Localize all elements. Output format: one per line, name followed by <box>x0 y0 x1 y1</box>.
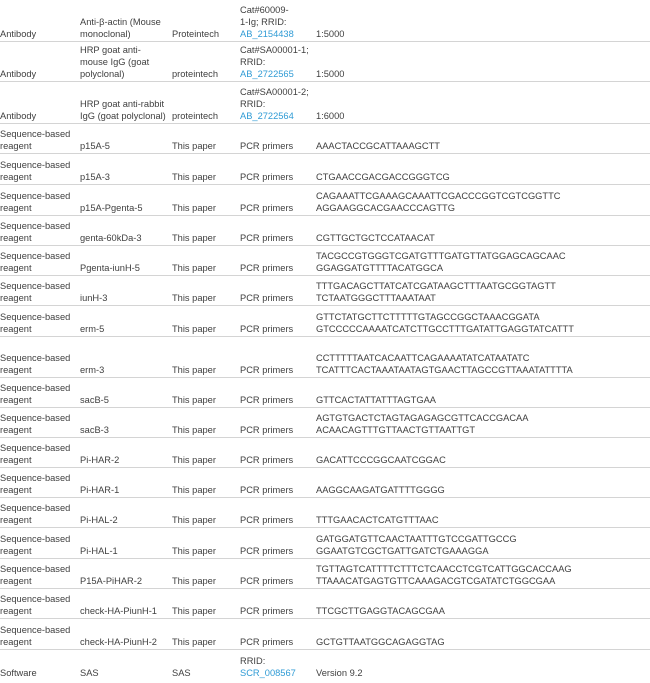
additional-information-cell <box>316 394 650 406</box>
identifiers-text: PCR primers <box>240 203 294 213</box>
source-text: This paper <box>172 203 216 213</box>
designation-cell <box>80 394 170 406</box>
identifiers-cell <box>240 323 314 335</box>
source-text: This paper <box>172 455 216 465</box>
reagent-type-cell <box>0 412 79 436</box>
additional-information-text: TGTTAGTCATTTTCTTTCTCAACCTCGTCATTGGCACCAAG TTAAACATGAGTGTTCAAAGACGTCGATATCTGGCGAA <box>316 564 572 586</box>
identifiers-text: PCR primers <box>240 515 294 525</box>
designation-cell <box>80 262 170 274</box>
table-row <box>0 650 650 683</box>
source-cell <box>172 636 238 648</box>
designation-cell <box>80 484 170 496</box>
source-text: proteintech <box>172 69 218 79</box>
source-cell <box>172 262 238 274</box>
identifiers-text: PCR primers <box>240 233 294 243</box>
source-text: This paper <box>172 293 216 303</box>
identifiers-text: PCR primers <box>240 546 294 556</box>
table-row <box>0 619 650 650</box>
identifiers-cell <box>240 636 314 648</box>
identifiers-cell <box>240 454 314 466</box>
designation-cell <box>80 424 170 436</box>
table-row <box>0 528 650 559</box>
rrid-link[interactable]: SCR_008567 <box>240 668 296 678</box>
identifiers-cell <box>240 140 314 152</box>
designation-text: Pi-HAL-1 <box>80 546 118 556</box>
additional-information-cell <box>316 352 650 376</box>
reagent-type-text: Sequence-based reagent <box>0 353 71 375</box>
identifiers-cell <box>240 292 314 304</box>
additional-information-cell <box>316 171 650 183</box>
additional-information-text: GATGGATGTTCAACTAATTTGTCCGATTGCCG GGAATGTCGCTGATTGATCTGAAAGGA <box>316 534 517 556</box>
identifiers-cell <box>240 545 314 557</box>
source-cell <box>172 454 238 466</box>
identifiers-cell <box>240 262 314 274</box>
reagent-type-text: Sequence-based reagent <box>0 312 71 334</box>
identifiers-text: PCR primers <box>240 172 294 182</box>
identifiers-text: PCR primers <box>240 395 294 405</box>
designation-text: check-HA-PiunH-1 <box>80 606 157 616</box>
additional-information-text: AGTGTGACTCTAGTAGAGAGCGTTCACCGACAA ACAACAGTTTGTTAACTGTTAATTGT <box>316 413 529 435</box>
source-text: This paper <box>172 546 216 556</box>
source-text: This paper <box>172 485 216 495</box>
source-cell <box>172 292 238 304</box>
reagent-type-text: Sequence-based reagent <box>0 383 71 405</box>
source-text: This paper <box>172 425 216 435</box>
table-row <box>0 42 650 82</box>
identifiers-cell <box>240 202 314 214</box>
reagent-type-cell <box>0 159 79 183</box>
designation-cell <box>80 667 170 679</box>
reagent-type-text: Sequence-based reagent <box>0 503 71 525</box>
designation-text: sacB-3 <box>80 425 109 435</box>
reagent-type-cell <box>0 352 79 376</box>
source-cell <box>172 140 238 152</box>
designation-text: erm-3 <box>80 365 105 375</box>
source-text: This paper <box>172 263 216 273</box>
identifiers-text: PCR primers <box>240 141 294 151</box>
identifiers-text: Cat#SA00001-1; RRID: <box>240 45 309 67</box>
table-row <box>0 276 650 306</box>
table-row <box>0 337 650 378</box>
table-row <box>0 82 650 124</box>
additional-information-text: CGTTGCTGCTCCATAACAT <box>316 233 435 243</box>
additional-information-cell <box>316 68 650 80</box>
reagent-type-cell <box>0 311 79 335</box>
identifiers-cell <box>240 364 314 376</box>
reagent-type-text: Sequence-based reagent <box>0 160 71 182</box>
table-row <box>0 154 650 185</box>
additional-information-text: TTTGACAGCTTATCATCGATAAGCTTTAATGCGGTAGTT TCTAATGGGCTTTAAATAAT <box>316 281 556 303</box>
reagent-type-cell <box>0 624 79 648</box>
additional-information-text: AAACTACCGCATTAAAGCTT <box>316 141 440 151</box>
identifiers-text: PCR primers <box>240 293 294 303</box>
reagent-type-text: Sequence-based reagent <box>0 564 71 586</box>
designation-cell <box>80 292 170 304</box>
additional-information-cell <box>316 533 650 557</box>
designation-text: genta-60kDa-3 <box>80 233 142 243</box>
reagent-type-text: Antibody <box>0 29 37 39</box>
additional-information-cell <box>316 454 650 466</box>
additional-information-text: CCTTTTTAATCACAATTCAGAAAATATCATAATATC TCATTTCACTAAATAATAGTGAACTTAGCCGTTAAATATTTTA <box>316 353 573 375</box>
designation-cell <box>80 323 170 335</box>
additional-information-text: Version 9.2 <box>316 668 363 678</box>
source-cell <box>172 171 238 183</box>
reagent-type-cell <box>0 68 79 80</box>
source-cell <box>172 110 238 122</box>
designation-text: p15A-5 <box>80 141 110 151</box>
source-text: SAS <box>172 668 191 678</box>
designation-cell <box>80 171 170 183</box>
source-text: proteintech <box>172 111 218 121</box>
additional-information-text: AAGGCAAGATGATTTTGGGG <box>316 485 445 495</box>
identifiers-text: PCR primers <box>240 455 294 465</box>
additional-information-text: TACGCCGTGGGTCGATGTTTGATGTTATGGAGCAGCAAC GGAGGATGTTTTACATGGCA <box>316 251 566 273</box>
source-text: This paper <box>172 365 216 375</box>
designation-text: SAS <box>80 668 99 678</box>
additional-information-cell <box>316 636 650 648</box>
reagent-type-cell <box>0 190 79 214</box>
source-cell <box>172 232 238 244</box>
additional-information-cell <box>316 412 650 436</box>
identifiers-cell <box>240 575 314 587</box>
source-cell <box>172 68 238 80</box>
table-row <box>0 246 650 276</box>
reagent-type-cell <box>0 502 79 526</box>
rrid-link[interactable]: AB_2722564 <box>240 111 294 121</box>
reagent-type-cell <box>0 128 79 152</box>
source-text: This paper <box>172 515 216 525</box>
source-cell <box>172 514 238 526</box>
designation-cell <box>80 202 170 214</box>
additional-information-cell <box>316 484 650 496</box>
identifiers-text: RRID: <box>240 656 266 666</box>
table-row <box>0 559 650 589</box>
designation-cell <box>80 605 170 617</box>
additional-information-text: GTTCTATGCTTCTTTTTGTAGCCGGCTAAACGGATA GTCCCCCAAAATCATCTTGCCTTTGATATTGAGGTATCATTT <box>316 312 574 334</box>
designation-text: p15A-3 <box>80 172 110 182</box>
identifiers-text: PCR primers <box>240 263 294 273</box>
reagent-type-text: Sequence-based reagent <box>0 251 71 273</box>
reagent-type-cell <box>0 472 79 496</box>
additional-information-text: GCTGTTAATGGCAGAGGTAG <box>316 637 445 647</box>
reagent-type-text: Software <box>0 668 37 678</box>
reagent-type-cell <box>0 533 79 557</box>
additional-information-cell <box>316 250 650 274</box>
reagent-type-text: Sequence-based reagent <box>0 625 71 647</box>
additional-information-cell <box>316 28 650 40</box>
designation-cell <box>80 454 170 466</box>
additional-information-text: TTCGCTTGAGGTACAGCGAA <box>316 606 445 616</box>
reagent-type-text: Sequence-based reagent <box>0 281 71 303</box>
source-cell <box>172 424 238 436</box>
identifiers-cell <box>240 44 314 80</box>
source-cell <box>172 323 238 335</box>
designation-text: check-HA-PiunH-2 <box>80 637 157 647</box>
reagent-type-cell <box>0 667 79 679</box>
additional-information-text: 1:6000 <box>316 111 345 121</box>
reagent-type-cell <box>0 563 79 587</box>
identifiers-cell <box>240 171 314 183</box>
table-row <box>0 216 650 246</box>
source-cell <box>172 575 238 587</box>
rrid-link[interactable]: AB_2154438 <box>240 29 294 39</box>
identifiers-text: PCR primers <box>240 425 294 435</box>
additional-information-cell <box>316 190 650 214</box>
additional-information-text: 1:5000 <box>316 69 345 79</box>
designation-text: erm-5 <box>80 324 105 334</box>
additional-information-text: TTTGAACACTCATGTTTAAC <box>316 515 439 525</box>
designation-cell <box>80 140 170 152</box>
additional-information-cell <box>316 514 650 526</box>
table-row <box>0 0 650 42</box>
table-row <box>0 378 650 408</box>
designation-text: Pi-HAR-2 <box>80 455 120 465</box>
designation-text: Pi-HAR-1 <box>80 485 120 495</box>
reagent-type-text: Antibody <box>0 69 37 79</box>
source-cell <box>172 394 238 406</box>
identifiers-cell <box>240 514 314 526</box>
source-text: This paper <box>172 141 216 151</box>
source-cell <box>172 202 238 214</box>
table-row <box>0 589 650 619</box>
reagent-type-text: Sequence-based reagent <box>0 413 71 435</box>
identifiers-text: PCR primers <box>240 606 294 616</box>
designation-text: sacB-5 <box>80 395 109 405</box>
designation-cell <box>80 44 170 80</box>
identifiers-cell <box>240 605 314 617</box>
source-text: Proteintech <box>172 29 220 39</box>
table-row <box>0 306 650 337</box>
reagent-type-text: Sequence-based reagent <box>0 129 71 151</box>
table-row <box>0 468 650 498</box>
identifiers-text: Cat#SA00001-2; RRID: <box>240 87 309 109</box>
additional-information-text: 1:5000 <box>316 29 345 39</box>
designation-text: P15A-PiHAR-2 <box>80 576 143 586</box>
designation-text: Anti-β-actin (Mouse monoclonal) <box>80 17 161 39</box>
source-text: This paper <box>172 172 216 182</box>
table-row <box>0 185 650 216</box>
source-cell <box>172 667 238 679</box>
identifiers-text: PCR primers <box>240 324 294 334</box>
reagent-type-text: Sequence-based reagent <box>0 594 71 616</box>
table-row <box>0 408 650 438</box>
identifiers-cell <box>240 232 314 244</box>
identifiers-text: PCR primers <box>240 576 294 586</box>
reagent-type-cell <box>0 382 79 406</box>
additional-information-cell <box>316 605 650 617</box>
designation-text: HRP goat anti- mouse IgG (goat polyclonal) <box>80 45 150 79</box>
designation-text: Pgenta-iunH-5 <box>80 263 140 273</box>
reagent-type-cell <box>0 280 79 304</box>
source-cell <box>172 484 238 496</box>
additional-information-text: GTTCACTATTATTTAGTGAA <box>316 395 436 405</box>
reagent-type-cell <box>0 442 79 466</box>
reagent-type-text: Sequence-based reagent <box>0 473 71 495</box>
identifiers-cell <box>240 655 314 679</box>
designation-cell <box>80 98 170 122</box>
additional-information-cell <box>316 232 650 244</box>
identifiers-cell <box>240 86 314 122</box>
additional-information-text: GACATTCCCGGCAATCGGAC <box>316 455 446 465</box>
table-row <box>0 438 650 468</box>
source-cell <box>172 28 238 40</box>
source-text: This paper <box>172 606 216 616</box>
designation-text: HRP goat anti-rabbit IgG (goat polyclonal) <box>80 99 166 121</box>
identifiers-cell <box>240 484 314 496</box>
table-row <box>0 498 650 528</box>
source-cell <box>172 605 238 617</box>
additional-information-cell <box>316 311 650 335</box>
designation-text: iunH-3 <box>80 293 108 303</box>
table-row <box>0 124 650 154</box>
additional-information-cell <box>316 140 650 152</box>
reagent-type-text: Antibody <box>0 111 37 121</box>
additional-information-cell <box>316 667 650 679</box>
source-cell <box>172 364 238 376</box>
reagent-type-cell <box>0 110 79 122</box>
identifiers-cell <box>240 394 314 406</box>
identifiers-text: Cat#60009- 1-Ig; RRID: <box>240 5 289 27</box>
designation-cell <box>80 514 170 526</box>
reagent-type-cell <box>0 220 79 244</box>
reagent-type-text: Sequence-based reagent <box>0 191 71 213</box>
additional-information-text: CTGAACCGACGACCGGGTCG <box>316 172 450 182</box>
reagent-type-text: Sequence-based reagent <box>0 443 71 465</box>
source-text: This paper <box>172 324 216 334</box>
source-text: This paper <box>172 395 216 405</box>
identifiers-cell <box>240 4 314 40</box>
designation-cell <box>80 232 170 244</box>
designation-cell <box>80 16 170 40</box>
designation-cell <box>80 545 170 557</box>
reagent-type-text: Sequence-based reagent <box>0 221 71 243</box>
reagent-type-cell <box>0 593 79 617</box>
additional-information-text: CAGAAATTCGAAAGCAAATTCGACCCGGTCGTCGGTTC AGGAAGGCACGAACCCAGTTG <box>316 191 561 213</box>
rrid-link[interactable]: AB_2722565 <box>240 69 294 79</box>
source-cell <box>172 545 238 557</box>
designation-cell <box>80 575 170 587</box>
identifiers-text: PCR primers <box>240 485 294 495</box>
additional-information-cell <box>316 110 650 122</box>
identifiers-text: PCR primers <box>240 637 294 647</box>
designation-text: Pi-HAL-2 <box>80 515 118 525</box>
additional-information-cell <box>316 563 650 587</box>
source-text: This paper <box>172 233 216 243</box>
reagent-type-text: Sequence-based reagent <box>0 534 71 556</box>
designation-cell <box>80 364 170 376</box>
designation-cell <box>80 636 170 648</box>
reagent-type-cell <box>0 28 79 40</box>
source-text: This paper <box>172 576 216 586</box>
identifiers-cell <box>240 424 314 436</box>
additional-information-cell <box>316 280 650 304</box>
reagent-type-cell <box>0 250 79 274</box>
identifiers-text: PCR primers <box>240 365 294 375</box>
designation-text: p15A-Pgenta-5 <box>80 203 143 213</box>
source-text: This paper <box>172 637 216 647</box>
